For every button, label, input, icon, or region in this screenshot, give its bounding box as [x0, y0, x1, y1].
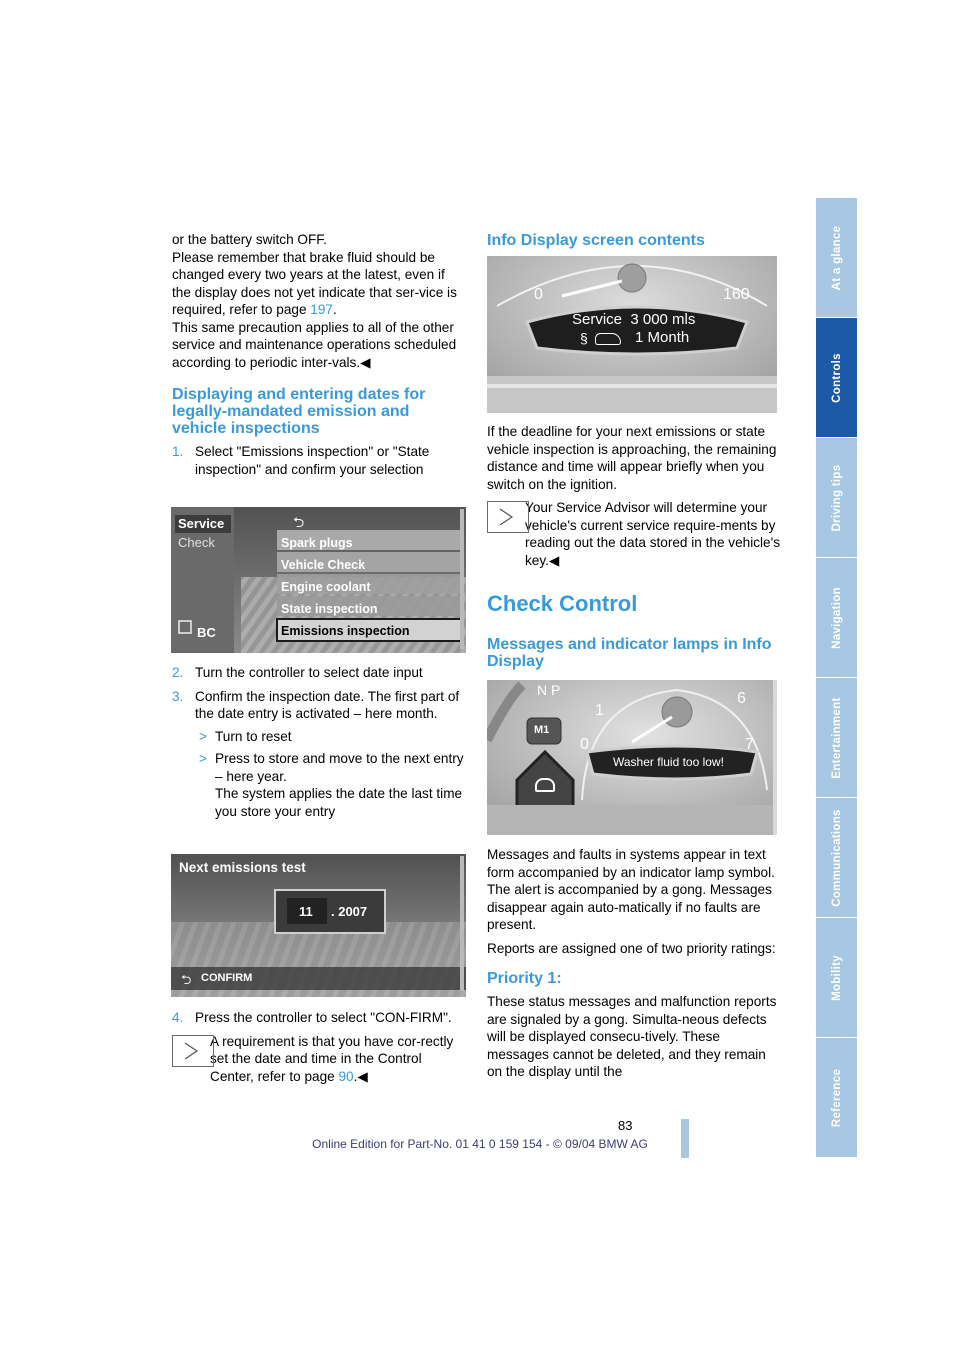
- right-column-bottom: [487, 846, 782, 1081]
- washer-icon: [535, 778, 555, 792]
- emissions-date-image: [171, 842, 466, 997]
- paragraph: Reports are assigned one of two priority ratings:: [487, 940, 776, 956]
- step-4: 4. Press the controller to select "CON-FIRM".: [172, 1010, 452, 1025]
- bullet-item: > Press to store and move to the next entry – here year. The system applies the date the last time you store your entry: [199, 751, 464, 819]
- bullet-item: > Turn to reset: [199, 728, 292, 744]
- tick-0: 0: [580, 736, 589, 753]
- tab-controls[interactable]: Controls: [816, 318, 857, 437]
- check-control-image: [487, 680, 777, 835]
- menu-item-engine-coolant[interactable]: Engine coolant: [281, 580, 371, 594]
- display-service-line: Service 3 000 mls: [572, 311, 696, 328]
- chapter-tabs: [816, 198, 857, 1158]
- paragraph: Messages and faults in systems appear in text form accompanied by an indicator lamp symbol. The alert is accompanied by a gong. Messages disappear again auto-matically if no faults are present.: [487, 847, 775, 932]
- section-heading: Displaying and entering dates for legally-mandated emission and vehicle inspections: [172, 386, 426, 437]
- svg-text:⮌: ⮌: [181, 973, 192, 988]
- step-2: 2. Turn the controller to select date input: [172, 665, 423, 680]
- emissions-year[interactable]: . 2007: [331, 904, 368, 919]
- end-marker: .◀: [353, 1068, 368, 1084]
- info-display-graphic: [487, 256, 777, 413]
- page-number: 83: [618, 1118, 633, 1133]
- tab-communications[interactable]: Communications: [816, 798, 857, 917]
- emissions-title: Next emissions test: [179, 860, 306, 875]
- svg-text:⮌: ⮌: [293, 515, 305, 531]
- tick-7: 7: [745, 736, 754, 753]
- section-title: Check Control: [487, 591, 638, 616]
- tick-6: 6: [737, 690, 746, 707]
- left-column-steps: [172, 664, 467, 820]
- tab-entertainment[interactable]: Entertainment: [816, 678, 857, 797]
- page-link[interactable]: 90: [338, 1068, 354, 1084]
- m1-badge: M1: [534, 724, 550, 736]
- page-link[interactable]: 197: [310, 302, 333, 317]
- menu-item-emissions-inspection[interactable]: Emissions inspection: [281, 624, 410, 638]
- menu-item-state-inspection[interactable]: State inspection: [281, 602, 378, 616]
- tab-reference[interactable]: Reference: [816, 1038, 857, 1157]
- display-symbol: §: [580, 330, 588, 346]
- step-3: 3. Confirm the inspection date. The first part of the date entry is activated – here month.: [172, 688, 460, 721]
- menu-item-spark-plugs[interactable]: Spark plugs: [281, 536, 353, 550]
- section-heading: Info Display screen contents: [487, 232, 705, 249]
- tab-driving-tips[interactable]: Driving tips: [816, 438, 857, 557]
- gear-indicator: N P: [537, 682, 561, 698]
- emissions-month[interactable]: 11: [299, 904, 313, 919]
- info-display-image: [487, 256, 777, 413]
- tick-1: 1: [595, 702, 604, 719]
- tab-at-a-glance[interactable]: At a glance: [816, 198, 857, 317]
- step-1: 1. Select "Emissions inspection" or "State inspection" and confirm your selection: [172, 444, 430, 477]
- paragraph: These status messages and malfunction reports are signaled by a gong. Simulta-neous defects will be displayed consecu-tively. These messages cannot be deleted, and they remain on the display until the: [487, 994, 777, 1079]
- tab-navigation[interactable]: Navigation: [816, 558, 857, 677]
- display-tick-160: 160: [723, 286, 750, 303]
- paragraph: Please remember that brake fluid should be changed every two years at the latest, even if the display does not yet indicate that ser-vice is required, refer to page 197.: [172, 249, 457, 317]
- subsection-heading: Messages and indicator lamps in Info Display: [487, 636, 772, 670]
- left-column: [172, 231, 467, 478]
- car-icon: [595, 333, 621, 345]
- warning-message: Washer fluid too low!: [613, 755, 724, 769]
- tab-mobility[interactable]: Mobility: [816, 918, 857, 1037]
- right-column-top: [487, 232, 782, 249]
- display-month-line: 1 Month: [635, 329, 690, 346]
- note: A requirement is that you have cor-rectly set the date and time in the Control Center, refer to page 90.◀: [172, 1033, 467, 1086]
- note-triangle-icon: [487, 501, 529, 533]
- display-tick-0: 0: [534, 286, 543, 303]
- right-column-mid: [487, 423, 782, 670]
- paragraph: If the deadline for your next emissions or state vehicle inspection is approaching, the remaining distance and time will appear briefly when you switch on the ignition.: [487, 424, 777, 492]
- footer: Online Edition for Part-No. 01 41 0 159 154 - © 09/04 BMW AG: [312, 1137, 648, 1151]
- service-menu-image: [171, 507, 466, 653]
- menu-side-service[interactable]: Service: [178, 516, 225, 531]
- paragraph: or the battery switch OFF.: [172, 232, 327, 247]
- left-column-end: [172, 1009, 467, 1085]
- menu-item-vehicle-check[interactable]: Vehicle Check: [281, 558, 366, 572]
- note-triangle-icon: [172, 1035, 214, 1067]
- menu-side-check[interactable]: Check: [178, 535, 215, 550]
- paragraph: This same precaution applies to all of the other service and maintenance operations scheduled according to periodic inter-vals.◀: [172, 319, 457, 370]
- priority-heading: Priority 1:: [487, 970, 562, 987]
- menu-side-bc[interactable]: BC: [197, 625, 216, 640]
- note: Your Service Advisor will determine your vehicle's current service require-ments by reading out the data stored in the vehicle's key.◀: [487, 499, 782, 569]
- confirm-button[interactable]: CONFIRM: [201, 972, 253, 984]
